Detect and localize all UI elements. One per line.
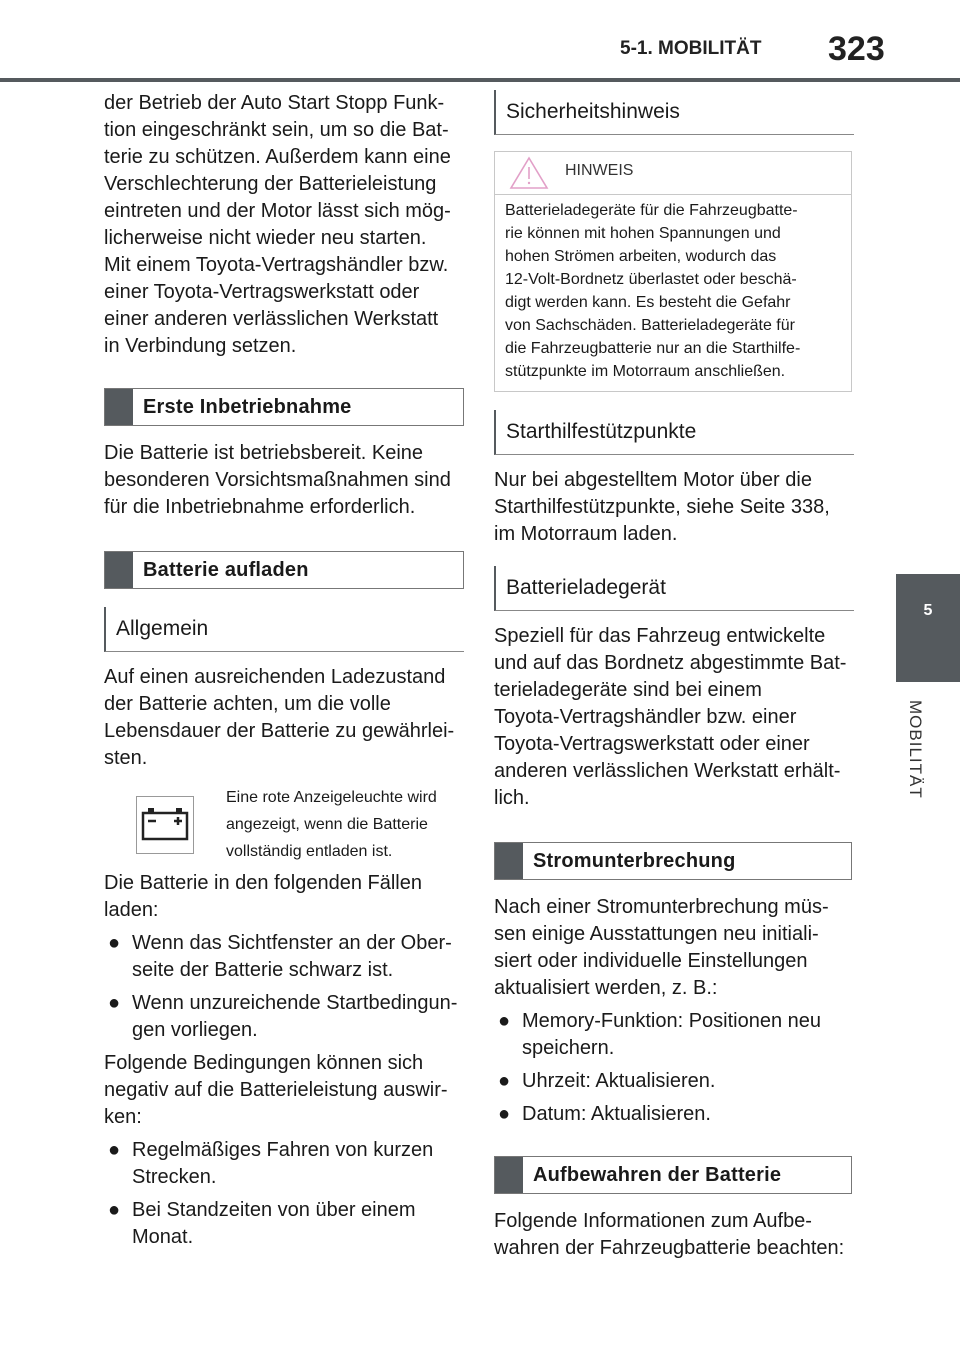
side-tab-number: 5: [896, 574, 960, 682]
list-item: [104, 1197, 464, 1251]
text-line: Wenn unzureichende Startbedingun-: [132, 992, 458, 1014]
text-line: stützpunkte im Motorraum anschließen.: [505, 363, 786, 380]
charge-cases-paragraph: [104, 870, 464, 924]
text-line: hohen Strömen arbeiten, wodurch das: [505, 248, 777, 265]
text-line: Strecken.: [132, 1166, 217, 1188]
section-heading-power-interruption: [494, 842, 852, 880]
section-heading-first-use: [104, 388, 464, 426]
text-line: ken:: [104, 1106, 142, 1128]
text-line: speichern.: [522, 1037, 615, 1059]
text-line: terieladegeräte sind bei einem: [494, 679, 762, 701]
text-line: negativ auf die Batterieleistung auswir-: [104, 1079, 448, 1101]
text-line: einer anderen verlässlichen Werkstatt: [104, 308, 439, 330]
section-title: Batterie aufladen: [143, 558, 309, 581]
indicator-info: [104, 784, 464, 860]
text-line: angezeigt, wenn die Batterie: [226, 816, 428, 833]
text-line: im Motorraum laden.: [494, 523, 678, 545]
text-line: Starthilfestützpunkte, siehe Seite 338,: [494, 496, 830, 518]
text-line: Verschlechterung der Batterieleistung: [104, 173, 437, 195]
text-line: sten.: [104, 747, 148, 769]
bullet-icon: ●: [108, 992, 121, 1014]
text-line: gen vorliegen.: [132, 1019, 258, 1041]
list-item: [494, 1101, 854, 1128]
text-line: der Betrieb der Auto Start Stopp Funk-: [104, 92, 445, 114]
text-line: licherweise nicht wieder neu starten.: [104, 227, 427, 249]
text-line: seite der Batterie schwarz ist.: [132, 959, 394, 981]
intro-paragraph: [104, 90, 464, 360]
notice-text: [495, 195, 851, 391]
left-column: [104, 90, 464, 1251]
power-interruption-paragraph: [494, 894, 854, 1002]
text-line: Memory-Funktion: Positionen neu: [522, 1010, 822, 1032]
notice-label: HINWEIS: [565, 162, 634, 179]
text-line: Datum: Aktualisieren.: [522, 1103, 711, 1125]
text-line: Monat.: [132, 1226, 194, 1248]
text-line: anderen verlässlichen Werkstatt erhält-: [494, 760, 841, 782]
bullet-icon: ●: [498, 1010, 511, 1032]
bullet-icon: ●: [498, 1070, 511, 1092]
section-bar: [495, 1157, 523, 1193]
subheading-general: Allgemein: [104, 607, 464, 652]
list-item: [104, 1137, 464, 1191]
header-rule: [0, 78, 960, 82]
text-line: einer Toyota-Vertragswerkstatt oder: [104, 281, 420, 303]
text-line: Nur bei abgestelltem Motor über die: [494, 469, 812, 491]
text-line: Die Batterie ist betriebsbereit. Keine: [104, 442, 424, 464]
battery-warning-icon: [136, 796, 194, 854]
section-bar: [495, 843, 523, 879]
text-line: Eine rote Anzeigeleuchte wird: [226, 789, 437, 806]
right-column: [494, 90, 854, 1262]
page-number: 323: [828, 30, 885, 68]
bullet-icon: ●: [108, 1139, 121, 1161]
bullet-icon: ●: [108, 1199, 121, 1221]
first-use-paragraph: [104, 440, 464, 521]
storage-paragraph: [494, 1208, 854, 1262]
section-title: Stromunterbrechung: [533, 849, 736, 872]
section-title: Aufbewahren der Batterie: [533, 1163, 782, 1186]
list-item: [494, 1008, 854, 1062]
side-tab-label: MOBILITÄT: [906, 700, 925, 799]
bullet-icon: ●: [498, 1103, 511, 1125]
text-line: siert oder individuelle Einstellungen: [494, 950, 808, 972]
section-title: Erste Inbetriebnahme: [143, 395, 352, 418]
section-bar: [105, 552, 133, 588]
text-line: lich.: [494, 787, 530, 809]
text-line: Auf einen ausreichenden Ladezustand: [104, 666, 446, 688]
text-line: wahren der Fahrzeugbatterie beachten:: [494, 1237, 845, 1259]
section-heading-charging: [104, 551, 464, 589]
text-line: Bei Standzeiten von über einem: [132, 1199, 416, 1221]
text-line: Folgende Bedingungen können sich: [104, 1052, 424, 1074]
text-line: Toyota-Vertragswerkstatt oder einer: [494, 733, 810, 755]
text-line: besonderen Vorsichtsmaßnahmen sind: [104, 469, 451, 491]
text-line: und auf das Bordnetz abgestimmte Bat-: [494, 652, 847, 674]
text-line: Speziell für das Fahrzeug entwickelte: [494, 625, 826, 647]
text-line: in Verbindung setzen.: [104, 335, 297, 357]
text-line: Wenn das Sichtfenster an der Ober-: [132, 932, 452, 954]
indicator-text: [226, 784, 466, 865]
subheading-charger: Batterieladegerät: [494, 566, 854, 611]
text-line: 12-Volt-Bordnetz überlastet oder beschä-: [505, 271, 797, 288]
text-line: die Fahrzeugbatterie nur an die Starthilfe-: [505, 340, 801, 357]
section-heading-storage: [494, 1156, 852, 1194]
jump-points-paragraph: [494, 467, 854, 548]
general-paragraph: [104, 664, 464, 772]
notice-header: [495, 152, 851, 195]
warning-triangle-icon: [509, 156, 549, 195]
conditions-paragraph: [104, 1050, 464, 1131]
section-bar: [105, 389, 133, 425]
text-line: vollständig entladen ist.: [226, 843, 393, 860]
list-item: [494, 1068, 854, 1095]
text-line: Toyota-Vertragshändler bzw. einer: [494, 706, 797, 728]
notice-box: [494, 151, 852, 392]
text-line: Die Batterie in den folgenden Fällen: [104, 872, 422, 894]
text-line: Uhrzeit: Aktualisieren.: [522, 1070, 716, 1092]
list-item: [104, 990, 464, 1044]
text-line: Mit einem Toyota-Vertragshändler bzw.: [104, 254, 449, 276]
text-line: Lebensdauer der Batterie zu gewährlei-: [104, 720, 455, 742]
charger-paragraph: [494, 623, 854, 812]
text-line: aktualisiert werden, z. B.:: [494, 977, 718, 999]
text-line: tion eingeschränkt sein, um so die Bat-: [104, 119, 449, 141]
text-line: von Sachschäden. Batterieladegeräte für: [505, 317, 795, 334]
text-line: Batterieladegeräte für die Fahrzeugbatte-: [505, 202, 798, 219]
text-line: rie können mit hohen Spannungen und: [505, 225, 781, 242]
text-line: für die Inbetriebnahme erforderlich.: [104, 496, 416, 518]
header-section: 5-1. MOBILITÄT: [620, 38, 762, 59]
subheading-safety: Sicherheitshinweis: [494, 90, 854, 135]
text-line: der Batterie achten, um die volle: [104, 693, 391, 715]
text-line: eintreten und der Motor lässt sich mög-: [104, 200, 451, 222]
text-line: Nach einer Stromunterbrechung müs-: [494, 896, 829, 918]
subheading-jump-points: Starthilfestützpunkte: [494, 410, 854, 455]
text-line: Regelmäßiges Fahren von kurzen: [132, 1139, 434, 1161]
bullet-icon: ●: [108, 932, 121, 954]
text-line: Folgende Informationen zum Aufbe-: [494, 1210, 812, 1232]
text-line: laden:: [104, 899, 159, 921]
text-line: digt werden kann. Es besteht die Gefahr: [505, 294, 791, 311]
list-item: [104, 930, 464, 984]
text-line: sen einige Ausstattungen neu initiali-: [494, 923, 819, 945]
text-line: terie zu schützen. Außerdem kann eine: [104, 146, 451, 168]
